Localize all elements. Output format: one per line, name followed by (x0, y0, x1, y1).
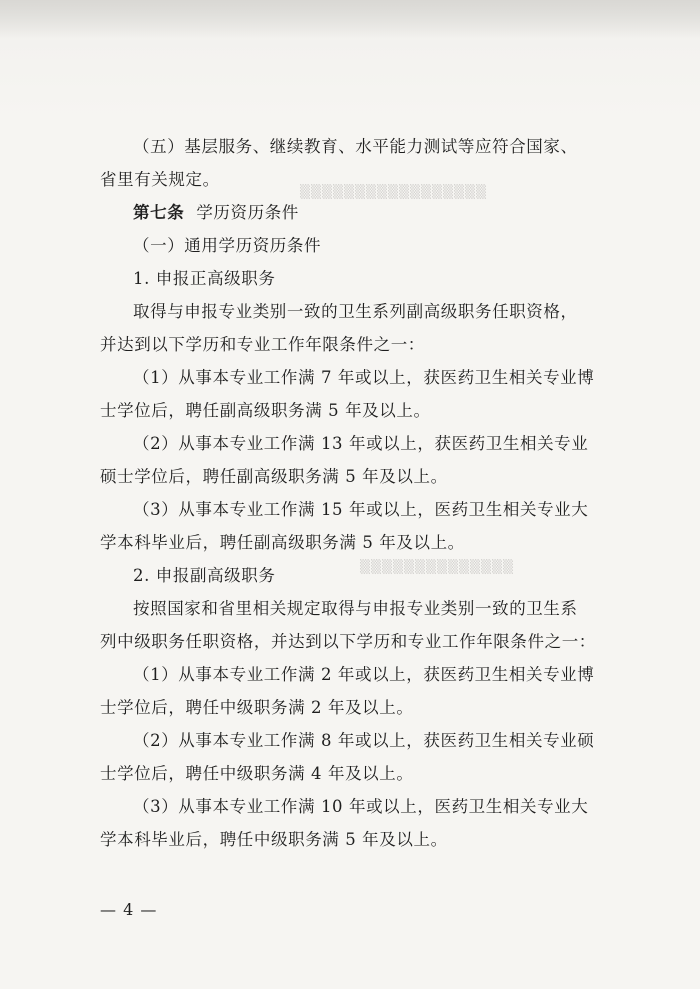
paragraph-line (100, 724, 625, 757)
line-text: 按照国家和省里相关规定取得与申报专业类别一致的卫生系 (133, 599, 578, 618)
bleed-through-shading: ▒▒▒▒▒▒▒▒▒▒▒▒▒▒▒▒▒ (300, 185, 487, 200)
paragraph-line (100, 427, 625, 460)
paragraph-line (100, 790, 625, 823)
scan-shadow-band (0, 0, 700, 38)
line-text: （3）从事本专业工作满 15 年或以上，医药卫生相关专业大 (133, 500, 589, 519)
paragraph-line (100, 460, 625, 493)
line-text: （五）基层服务、继续教育、水平能力测试等应符合国家、 (133, 137, 578, 156)
paragraph-line (100, 130, 625, 163)
paragraph-line (100, 757, 625, 790)
document-body (100, 130, 625, 856)
line-text: 并达到以下学历和专业工作年限条件之一： (100, 335, 425, 354)
line-text: （3）从事本专业工作满 10 年或以上，医药卫生相关专业大 (133, 797, 589, 816)
line-text: 硕士学位后，聘任副高级职务满 5 年及以上。 (100, 467, 448, 486)
line-text: 2. 申报副高级职务 (133, 566, 276, 585)
paragraph-line (100, 625, 625, 658)
line-text: （2）从事本专业工作满 13 年或以上，获医药卫生相关专业 (133, 434, 589, 453)
paragraph-line (100, 691, 625, 724)
paragraph-line (100, 823, 625, 856)
paragraph-line (100, 328, 625, 361)
line-text: 省里有关规定。 (100, 170, 220, 189)
article-heading (100, 196, 625, 229)
subsection-heading (100, 262, 625, 295)
page-number: — 4 — (100, 900, 158, 919)
line-text: 取得与申报专业类别一致的卫生系列副高级职务任职资格， (133, 302, 578, 321)
section-heading (100, 229, 625, 262)
line-text: 士学位后，聘任中级职务满 2 年及以上。 (100, 698, 414, 717)
paragraph-line (100, 658, 625, 691)
subsection-heading (100, 559, 625, 592)
paragraph-line (100, 526, 625, 559)
line-text: （1）从事本专业工作满 2 年或以上，获医药卫生相关专业博 (133, 665, 595, 684)
line-text: 士学位后，聘任副高级职务满 5 年及以上。 (100, 401, 431, 420)
line-text: 学本科毕业后，聘任副高级职务满 5 年及以上。 (100, 533, 465, 552)
article-label: 第七条 (133, 203, 185, 222)
paragraph-line (100, 592, 625, 625)
line-text: （一）通用学历资历条件 (133, 236, 322, 255)
line-text: 1. 申报正高级职务 (133, 269, 276, 288)
paragraph-line (100, 361, 625, 394)
paragraph-line (100, 394, 625, 427)
line-text: （1）从事本专业工作满 7 年或以上，获医药卫生相关专业博 (133, 368, 595, 387)
paragraph-line (100, 295, 625, 328)
line-text: （2）从事本专业工作满 8 年或以上，获医药卫生相关专业硕 (133, 731, 595, 750)
line-text: 列中级职务任职资格，并达到以下学历和专业工作年限条件之一： (100, 632, 596, 651)
paragraph-line (100, 493, 625, 526)
line-text: 学本科毕业后，聘任中级职务满 5 年及以上。 (100, 830, 448, 849)
bleed-through-shading: ▒▒▒▒▒▒▒▒▒▒▒▒▒▒ (360, 560, 514, 575)
line-text: 士学位后，聘任中级职务满 4 年及以上。 (100, 764, 414, 783)
article-title: 学历资历条件 (196, 203, 299, 222)
paragraph-line (100, 163, 625, 196)
